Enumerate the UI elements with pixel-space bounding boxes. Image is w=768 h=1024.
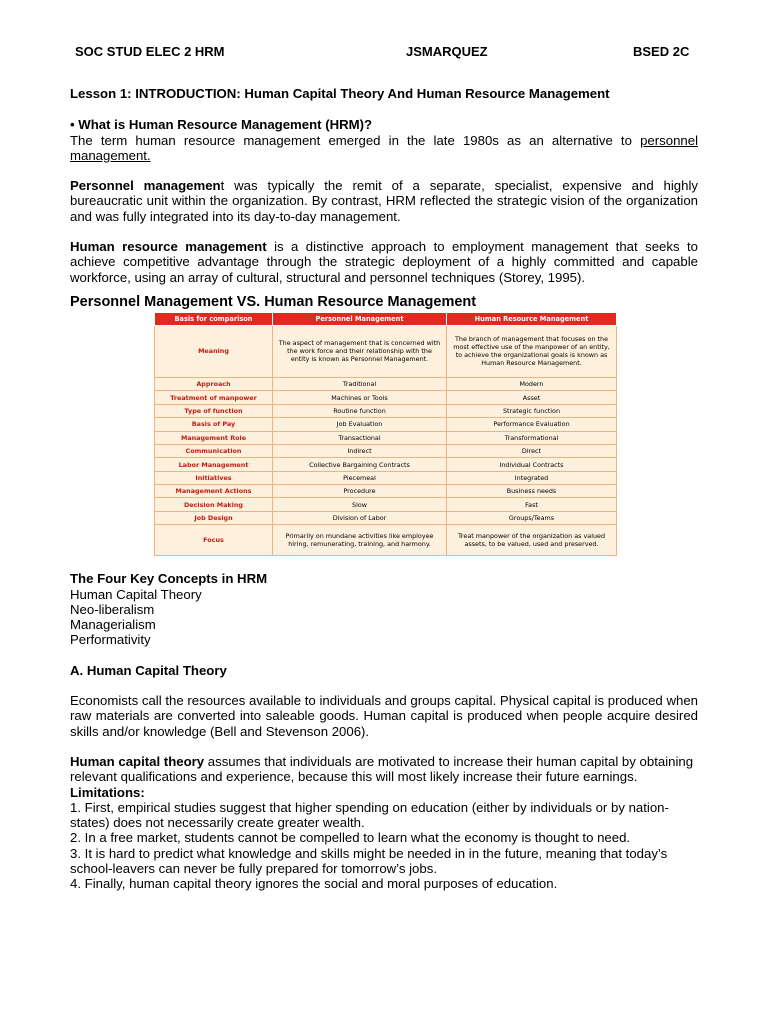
personnel-cell: Procedure xyxy=(273,485,447,498)
personnel-term: Personnel managemen xyxy=(70,178,221,194)
basis-cell: Meaning xyxy=(155,325,273,377)
basis-cell: Type of function xyxy=(155,404,273,417)
basis-cell: Initiatives xyxy=(155,471,273,484)
hrm-cell: Individual Contracts xyxy=(447,458,617,471)
personnel-cell: Transactional xyxy=(273,431,447,444)
column-header: Basis for comparison xyxy=(155,312,273,325)
table-row xyxy=(155,458,617,471)
table-row xyxy=(155,471,617,484)
list-item: Managerialism xyxy=(70,617,156,633)
limitation-item: 2. In a free market, students cannot be compelled to learn what the economy is thought to need. xyxy=(70,830,631,846)
table-row xyxy=(155,431,617,444)
basis-cell: Communication xyxy=(155,444,273,457)
class-section: BSED 2C xyxy=(633,44,690,59)
table-row xyxy=(155,391,617,404)
personnel-cell: Routine function xyxy=(273,404,447,417)
table-row xyxy=(155,418,617,431)
personnel-cell: Indirect xyxy=(273,444,447,457)
hrm-cell: Fast xyxy=(447,498,617,511)
basis-cell: Approach xyxy=(155,377,273,390)
hrm-cell: Integrated xyxy=(447,471,617,484)
section-a-paragraph-1: Economists call the resources available to individuals and groups capital. Physical capital is produced when raw materials are converted into saleable goods. Human capital is produced when people acquire desired skills and/or knowledge (Bell and Stevenson 2006). xyxy=(70,693,698,739)
personnel-paragraph xyxy=(70,178,698,224)
course-code: SOC STUD ELEC 2 HRM xyxy=(75,44,225,59)
author-name: JSMARQUEZ xyxy=(406,44,488,59)
hrm-cell: The branch of management that focuses on the most effective use of the manpower of an entity, to achieve the organizational goals is known as Human Resource Management. xyxy=(447,325,617,377)
table-row xyxy=(155,325,617,377)
list-item: Neo-liberalism xyxy=(70,601,155,617)
table-row xyxy=(155,377,617,390)
hrm-cell: Asset xyxy=(447,391,617,404)
hrm-cell: Performance Evaluation xyxy=(447,418,617,431)
personnel-cell: The aspect of management that is concerned with the work force and their relationship with the entity is known as Personnel Management. xyxy=(273,325,447,377)
hrm-cell: Strategic function xyxy=(447,404,617,417)
table-row xyxy=(155,498,617,511)
personnel-cell: Machines or Tools xyxy=(273,391,447,404)
table-row xyxy=(155,444,617,457)
hrm-paragraph xyxy=(70,239,698,285)
hrm-intro-text: The term human resource management emerged in the late 1980s as an alternative to xyxy=(70,132,641,148)
personnel-cell: Job Evaluation xyxy=(273,418,447,431)
hrm-cell: Groups/Teams xyxy=(447,511,617,524)
list-item: Human Capital Theory xyxy=(70,586,202,602)
lesson-title: Lesson 1: INTRODUCTION: Human Capital Theory And Human Resource Management xyxy=(70,86,610,101)
basis-cell: Job Design xyxy=(155,511,273,524)
limitation-item: 1. First, empirical studies suggest that higher spending on education (either by individuals or by nation-states) does not necessarily create greater wealth. xyxy=(70,799,669,831)
hrm-cell: Business needs xyxy=(447,485,617,498)
personnel-cell: Division of Labor xyxy=(273,511,447,524)
personnel-cell: Slow xyxy=(273,498,447,511)
limitation-item: 4. Finally, human capital theory ignores the social and moral purposes of education. xyxy=(70,876,558,892)
basis-cell: Focus xyxy=(155,525,273,556)
column-header: Human Resource Management xyxy=(447,312,617,325)
limitations-label: Limitations: xyxy=(70,784,145,800)
personnel-text: t was typically the remit of a separate, specialist, expensive and highly bureaucratic unit within the organization. By contrast, HRM reflected the strategic vision of the organization and was fully integrated into its day-to-day management. xyxy=(70,178,698,224)
personnel-cell: Primarily on mundane activities like employee hiring, remunerating, training, and harmony. xyxy=(273,525,447,556)
basis-cell: Basis of Pay xyxy=(155,418,273,431)
hrm-cell: Treat manpower of the organization as valued assets, to be valued, used and preserved. xyxy=(447,525,617,556)
key-concepts xyxy=(70,571,698,647)
hct-term: Human capital theory xyxy=(70,753,205,769)
document-body xyxy=(70,86,698,892)
table-row xyxy=(155,485,617,498)
basis-cell: Management Actions xyxy=(155,485,273,498)
basis-cell: Decision Making xyxy=(155,498,273,511)
column-header: Personnel Management xyxy=(273,312,447,325)
comparison-title: Personnel Management VS. Human Resource Management xyxy=(70,293,477,310)
personnel-cell: Collective Bargaining Contracts xyxy=(273,458,447,471)
section-a-title: A. Human Capital Theory xyxy=(70,662,227,678)
hrm-text: is a distinctive approach to employment management that seeks to achieve competitive advantage through the strategic deployment of a highly committed and capable workforce, using an array of cultural, structural and personnel techniques (Storey, 1995). xyxy=(70,239,698,285)
section-a-paragraph-2 xyxy=(70,754,698,785)
list-item: Performativity xyxy=(70,632,151,648)
table-row xyxy=(155,525,617,556)
hrm-question: • What is Human Resource Management (HRM)? xyxy=(70,117,373,133)
basis-cell: Labor Management xyxy=(155,458,273,471)
table-header-row xyxy=(155,312,617,325)
hrm-cell: Modern xyxy=(447,377,617,390)
hrm-term: Human resource management xyxy=(70,239,267,255)
hct-text: assumes that individuals are motivated to increase their human capital by obtaining relevant qualifications and experience, because this will most likely increase their future earnings. xyxy=(70,753,694,785)
personnel-management-link[interactable]: personnel management. xyxy=(70,132,698,163)
comparison-table xyxy=(154,312,617,556)
page-header xyxy=(0,44,768,62)
hrm-cell: Direct xyxy=(447,444,617,457)
basis-cell: Treatment of manpower xyxy=(155,391,273,404)
basis-cell: Management Role xyxy=(155,431,273,444)
key-concepts-title: The Four Key Concepts in HRM xyxy=(70,571,268,587)
personnel-cell: Piecemeal xyxy=(273,471,447,484)
hrm-intro xyxy=(70,133,698,164)
table-row xyxy=(155,511,617,524)
limitation-item: 3. It is hard to predict what knowledge and skills might be needed in in the future, meaning that today’s school-leavers can never be fully prepared for tomorrow’s jobs. xyxy=(70,845,668,877)
comparison-table-wrap xyxy=(154,312,616,556)
personnel-cell: Traditional xyxy=(273,377,447,390)
table-row xyxy=(155,404,617,417)
hrm-cell: Transformational xyxy=(447,431,617,444)
